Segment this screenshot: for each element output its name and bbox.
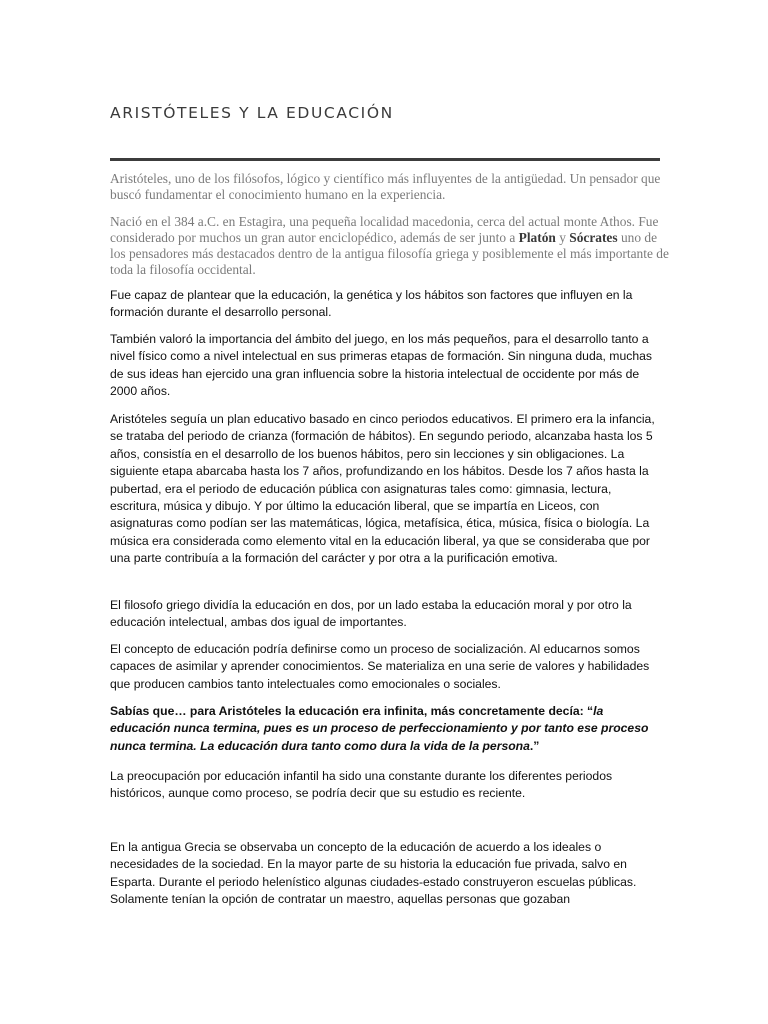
title-divider <box>110 158 660 161</box>
paragraph-2: También valoró la importancia del ámbito del juego, en los más pequeños, para el desarrollo tanto a nivel físico como a nivel intelectual en sus primeras etapas de formación. Sin ninguna duda, muchas de sus ideas han ejercido una gran influencia sobre la historia intelectual de occidente por más de 2000 años. <box>110 332 652 399</box>
paragraph-7: La preocupación por educación infantil ha sido una constante durante los diferentes periodos históricos, aunque como proceso, se podría decir que su estudio es reciente. <box>110 769 613 801</box>
intro-text-y: y <box>555 230 570 245</box>
page-title: ARISTÓTELES Y LA EDUCACIÓN <box>110 104 394 122</box>
name-platon: Platón <box>518 230 556 245</box>
paragraph-6-sabias-que <box>110 703 655 755</box>
paragraph-3: Aristóteles seguía un plan educativo basado en cinco periodos educativos. El primero era la infancia, se trataba del periodo de crianza (formación de hábitos). En segundo periodo, alcanzaba hasta los 5 años, consistía en el desarrollo de los buenos hábitos, pero sin lecciones y sin obligaciones. La siguiente etapa abarcaba hasta los 7 años, profundizando en los hábitos. Desde los 7 años hasta la pubertad, era el periodo de educación pública con asignaturas tales como: gimnasia, lectura, escritura, música y dibujo. Y por último la educación liberal, que se impartía en Liceos, con asignaturas como podían ser las matemáticas, lógica, metafísica, ética, música, física o biología. La música era considerada como elemento vital en la educación liberal, ya que se consideraba que por una parte contribuía a la formación del carácter y por otra a la purificación emotiva. <box>110 412 655 566</box>
quote-close: .” <box>529 738 540 753</box>
intro-paragraph-1: Aristóteles, uno de los filósofos, lógico y científico más influyentes de la antigüedad. Un pensador que buscó fundamentar el conocimiento humano en la experiencia. <box>110 171 661 202</box>
paragraph-5: El concepto de educación podría definirse como un proceso de socialización. Al educarnos somos capaces de asimilar y aprender conocimientos. Se materializa en una serie de valores y habilidades que producen cambios tanto intelectuales como emocionales o sociales. <box>110 642 650 691</box>
sabias-que-lead: Sabías que… para Aristóteles la educación era infinita, más concretamente decía: “ <box>110 704 594 718</box>
aristoteles-quote: la educación nunca termina, pues es un proceso de perfeccionamiento y por tanto ese proceso nunca termina. La educación dura tanto como dura la vida de la persona <box>110 704 649 753</box>
intro-text-start: Nació en el 384 a.C. en Estagira, una pequeña localidad macedonia, cerca del actual monte Athos. Fue considerado por muchos un gran autor enciclopédico, además de ser junto a <box>110 214 659 245</box>
paragraph-8: En la antigua Grecia se observaba un concepto de la educación de acuerdo a los ideales o necesidades de la sociedad. En la mayor parte de su historia la educación fue privada, salvo en Esparta. Durante el periodo helenístico algunas ciudades-estado construyeron escuelas públicas. Solamente tenían la opción de contratar un maestro, aquellas personas que gozaban <box>110 840 637 907</box>
intro-text-end: uno de los pensadores más destacados dentro de la antigua filosofía griega y posiblemente el más importante de toda la filosofía occidental. <box>110 230 669 277</box>
name-socrates: Sócrates <box>569 230 618 245</box>
intro-paragraph-2 <box>110 214 670 278</box>
paragraph-4: El filosofo griego dividía la educación en dos, por un lado estaba la educación moral y por otro la educación intelectual, ambas dos igual de importantes. <box>110 598 632 630</box>
paragraph-1: Fue capaz de plantear que la educación, la genética y los hábitos son factores que influyen en la formación durante el desarrollo personal. <box>110 288 633 320</box>
